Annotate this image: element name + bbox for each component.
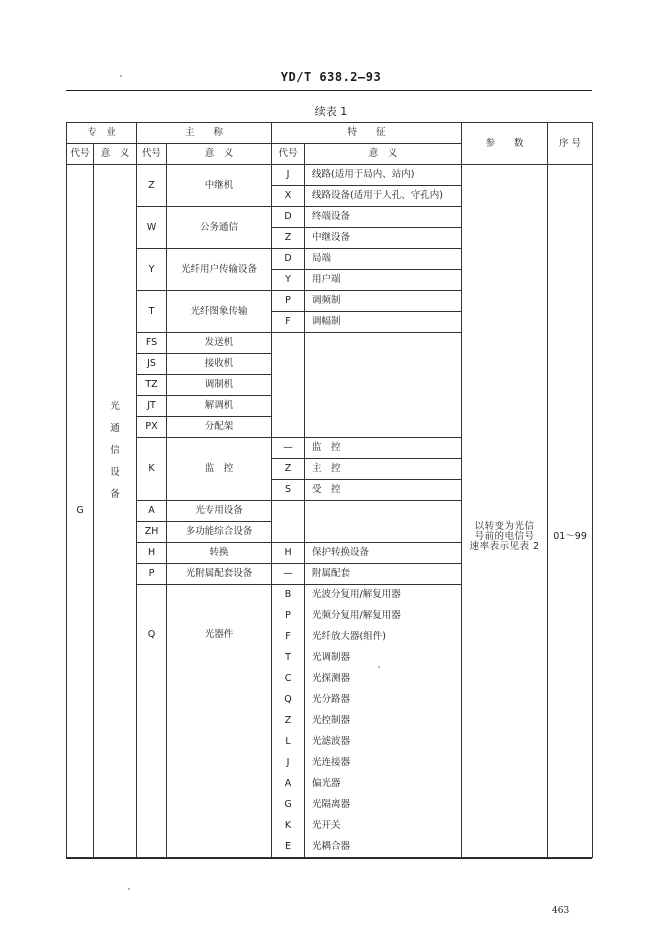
scan-speck bbox=[128, 888, 130, 890]
feature-meaning: 光滤波器 bbox=[305, 732, 462, 753]
main-code: JS bbox=[137, 354, 167, 375]
feature-code: J bbox=[272, 165, 305, 186]
feature-meaning: 调频制 bbox=[305, 291, 462, 312]
main-code: FS bbox=[137, 333, 167, 354]
feature-code: F bbox=[272, 627, 305, 648]
feature-meaning: 中继设备 bbox=[305, 228, 462, 249]
main-code: PX bbox=[137, 417, 167, 438]
specialty-header: 专 业 bbox=[67, 123, 137, 144]
feature-code: A bbox=[272, 774, 305, 795]
params-line: 号前的电信号 bbox=[474, 531, 535, 543]
main-meaning-header: 意 义 bbox=[167, 144, 272, 165]
params-line: 以转变为光信 bbox=[474, 521, 535, 533]
feature-code: F bbox=[272, 312, 305, 333]
footer-rule bbox=[66, 858, 592, 859]
table-body bbox=[67, 165, 593, 858]
specialty-char: 通 bbox=[110, 423, 120, 434]
feature-meaning: 光连接器 bbox=[305, 753, 462, 774]
serial-header: 序 号 bbox=[548, 123, 593, 165]
feature-meaning: 终端设备 bbox=[305, 207, 462, 228]
params-cell bbox=[462, 165, 548, 858]
specialty-char: 信 bbox=[110, 445, 120, 456]
main-meaning: 转换 bbox=[167, 543, 272, 564]
main-meaning: 光纤用户传输设备 bbox=[167, 249, 272, 291]
main-meaning: 光专用设备 bbox=[167, 501, 272, 522]
main-code: A bbox=[137, 501, 167, 522]
feature-meaning: 线路(适用于局内、站内) bbox=[305, 165, 462, 186]
specialty-char: 光 bbox=[110, 401, 120, 412]
feature-code: D bbox=[272, 249, 305, 270]
main-meaning: 发送机 bbox=[167, 333, 272, 354]
main-meaning: 光纤图象传输 bbox=[167, 291, 272, 333]
main-code: H bbox=[137, 543, 167, 564]
feature-code-empty bbox=[272, 501, 305, 543]
feature-meaning: 附属配套 bbox=[305, 564, 462, 585]
main-meaning: 多功能综合设备 bbox=[167, 522, 272, 543]
feature-code: P bbox=[272, 291, 305, 312]
header-rule bbox=[66, 90, 592, 91]
main-meaning: 分配架 bbox=[167, 417, 272, 438]
main-meaning: 公务通信 bbox=[167, 207, 272, 249]
feature-meaning: 光分路器 bbox=[305, 690, 462, 711]
main-code: TZ bbox=[137, 375, 167, 396]
feature-meaning: 局端 bbox=[305, 249, 462, 270]
specialty-meaning bbox=[94, 165, 137, 858]
main-meaning: 中继机 bbox=[167, 165, 272, 207]
feature-meaning: 光纤放大器(组件) bbox=[305, 627, 462, 648]
standard-code: YD/T 638.2—93 bbox=[280, 70, 382, 84]
feature-code: — bbox=[272, 438, 305, 459]
specialty-code-header: 代号 bbox=[67, 144, 94, 165]
feature-meaning: 保护转换设备 bbox=[305, 543, 462, 564]
specialty-char: 设 bbox=[110, 467, 120, 478]
feature-meaning: 光波分复用/解复用器 bbox=[305, 585, 462, 606]
feature-code: G bbox=[272, 795, 305, 816]
specialty-char: 备 bbox=[110, 489, 120, 500]
main-code-header: 代号 bbox=[137, 144, 167, 165]
feature-meaning-header: 意 义 bbox=[305, 144, 462, 165]
main-code: ZH bbox=[137, 522, 167, 543]
feature-meaning: 光耦合器 bbox=[305, 837, 462, 858]
main-code: Y bbox=[137, 249, 167, 291]
feature-code-empty bbox=[272, 333, 305, 438]
params-header: 参 数 bbox=[462, 123, 548, 165]
feature-code: — bbox=[272, 564, 305, 585]
specialty-code: G bbox=[67, 165, 94, 858]
feature-meaning: 主 控 bbox=[305, 459, 462, 480]
feature-meaning-empty bbox=[305, 501, 462, 543]
main-meaning: 接收机 bbox=[167, 354, 272, 375]
main-code: K bbox=[137, 438, 167, 501]
main-code: P bbox=[137, 564, 167, 585]
main-code: JT bbox=[137, 396, 167, 417]
feature-code: K bbox=[272, 816, 305, 837]
feature-code: Z bbox=[272, 711, 305, 732]
table-row bbox=[67, 165, 593, 186]
feature-meaning: 受 控 bbox=[305, 480, 462, 501]
specialty-meaning-header: 意 义 bbox=[94, 144, 137, 165]
feature-meaning: 光开关 bbox=[305, 816, 462, 837]
feature-code: B bbox=[272, 585, 305, 606]
feature-code: C bbox=[272, 669, 305, 690]
feature-code: Z bbox=[272, 459, 305, 480]
main-header: 主 称 bbox=[137, 123, 272, 144]
main-meaning: 调制机 bbox=[167, 375, 272, 396]
main-code: W bbox=[137, 207, 167, 249]
feature-code: Q bbox=[272, 690, 305, 711]
feature-header: 特 征 bbox=[272, 123, 462, 144]
feature-meaning: 线路设备(适用于人孔、守孔内) bbox=[305, 186, 462, 207]
feature-code: P bbox=[272, 606, 305, 627]
feature-code: J bbox=[272, 753, 305, 774]
feature-code: E bbox=[272, 837, 305, 858]
feature-code: Y bbox=[272, 270, 305, 291]
feature-meaning: 光控制器 bbox=[305, 711, 462, 732]
classification-table bbox=[66, 122, 593, 858]
feature-code: H bbox=[272, 543, 305, 564]
feature-meaning: 光探测器 bbox=[305, 669, 462, 690]
feature-code: Z bbox=[272, 228, 305, 249]
feature-meaning: 光调制器 bbox=[305, 648, 462, 669]
feature-meaning: 光隔离器 bbox=[305, 795, 462, 816]
feature-meaning: 光频分复用/解复用器 bbox=[305, 606, 462, 627]
main-code: Z bbox=[137, 165, 167, 207]
main-meaning: 解调机 bbox=[167, 396, 272, 417]
feature-meaning: 偏光器 bbox=[305, 774, 462, 795]
main-code: Q bbox=[137, 585, 167, 858]
feature-code: L bbox=[272, 732, 305, 753]
feature-code: X bbox=[272, 186, 305, 207]
main-meaning: 监 控 bbox=[167, 438, 272, 501]
feature-code: T bbox=[272, 648, 305, 669]
feature-meaning: 监 控 bbox=[305, 438, 462, 459]
page-number: 463 bbox=[552, 906, 570, 916]
params-line: 速率表示见表 2 bbox=[469, 540, 540, 552]
group-header-row bbox=[67, 123, 593, 144]
main-meaning: 光附属配套设备 bbox=[167, 564, 272, 585]
feature-code: D bbox=[272, 207, 305, 228]
main-meaning: 光器件 bbox=[167, 585, 272, 858]
feature-meaning-empty bbox=[305, 333, 462, 438]
feature-code: S bbox=[272, 480, 305, 501]
feature-meaning: 用户端 bbox=[305, 270, 462, 291]
serial-cell: 01～99 bbox=[548, 165, 593, 858]
feature-meaning: 调幅制 bbox=[305, 312, 462, 333]
table-caption: 续表 1 bbox=[314, 105, 348, 118]
main-code: T bbox=[137, 291, 167, 333]
feature-code-header: 代号 bbox=[272, 144, 305, 165]
